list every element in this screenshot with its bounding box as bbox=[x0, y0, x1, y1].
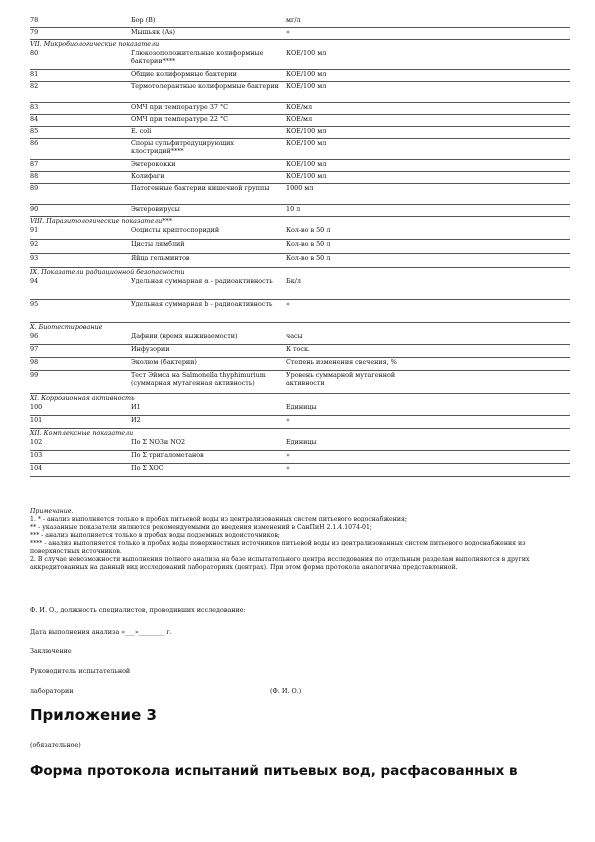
row-number: 95 bbox=[30, 300, 39, 308]
table-row bbox=[30, 160, 570, 172]
indicator-unit: КОЕ/100 мл bbox=[286, 127, 327, 135]
indicator-name: Эколюм (бактерии) bbox=[131, 358, 197, 366]
row-number: 87 bbox=[30, 160, 39, 168]
indicator-unit: К тоск. bbox=[286, 345, 310, 353]
section-heading: VIII. Паразитологические показатели*** bbox=[30, 217, 172, 225]
table-row bbox=[30, 28, 570, 40]
indicator-unit: КОЕ/мл bbox=[286, 103, 313, 111]
appendix-obligatory: (обязательное) bbox=[30, 741, 81, 749]
row-number: 86 bbox=[30, 139, 39, 147]
row-number: 81 bbox=[30, 70, 39, 78]
table-row bbox=[30, 300, 570, 323]
note-line: *** - анализ выполняется только в пробах воды подземных водоисточников; bbox=[30, 532, 280, 539]
specialists-line: Ф. И. О., должность специалистов, проводивших исследование: bbox=[30, 606, 246, 614]
row-number: 91 bbox=[30, 226, 39, 234]
indicator-unit: Уровень суммарной мутагенной активности bbox=[286, 371, 396, 387]
row-number: 85 bbox=[30, 127, 39, 135]
indicator-name: Дафнии (время выживаемости) bbox=[131, 332, 238, 340]
table-row bbox=[30, 103, 570, 115]
indicator-unit: » bbox=[286, 300, 290, 308]
table-row bbox=[30, 358, 570, 371]
table-row bbox=[30, 403, 570, 416]
indicator-name: ОМЧ при температуре 22 °C bbox=[131, 115, 229, 123]
indicator-unit: 10 л bbox=[286, 205, 301, 213]
indicator-name: Удельная суммарная α - радиоактивность bbox=[131, 277, 273, 285]
notes-title: Примечание. bbox=[30, 508, 74, 515]
indicator-name: Цисты лямблий bbox=[131, 240, 185, 248]
table-row bbox=[30, 115, 570, 127]
table-row bbox=[30, 205, 570, 217]
row-number: 92 bbox=[30, 240, 39, 248]
indicator-unit: КОЕ/100 мл bbox=[286, 82, 327, 90]
indicator-unit: КОЕ/100 мл bbox=[286, 139, 327, 147]
row-number: 98 bbox=[30, 358, 39, 366]
section-heading: X. Биотестирование bbox=[30, 323, 103, 331]
indicator-unit: Кол-во в 50 л bbox=[286, 254, 331, 262]
indicator-name: Патогенные бактерии кишечной группы bbox=[131, 184, 270, 192]
section-heading: IX. Показатели радиационной безопасности bbox=[30, 268, 185, 276]
table-row bbox=[30, 464, 570, 477]
table-row bbox=[30, 70, 570, 82]
table-row bbox=[30, 254, 570, 268]
indicator-unit: Единицы bbox=[286, 403, 317, 411]
table-row bbox=[30, 184, 570, 205]
section-heading: VII. Микробиологические показатели bbox=[30, 40, 160, 48]
indicator-unit: КОЕ/100 мл bbox=[286, 160, 327, 168]
row-number: 83 bbox=[30, 103, 39, 111]
table-row bbox=[30, 172, 570, 184]
indicator-name: Энтеровирусы bbox=[131, 205, 180, 213]
row-number: 103 bbox=[30, 451, 43, 459]
indicator-unit: КОЕ/мл bbox=[286, 115, 313, 123]
row-number: 96 bbox=[30, 332, 39, 340]
row-number: 94 bbox=[30, 277, 39, 285]
row-number: 101 bbox=[30, 416, 43, 424]
indicator-unit: 1000 мл bbox=[286, 184, 314, 192]
indicator-name: Яйца гельминтов bbox=[131, 254, 190, 262]
indicator-name: ОМЧ при температуре 37 °C bbox=[131, 103, 229, 111]
signature-name-placeholder: (Ф. И. О.) bbox=[270, 687, 302, 695]
table-row bbox=[30, 277, 570, 300]
lab-head-label: Руководитель испытательной bbox=[30, 667, 131, 675]
table-row bbox=[30, 82, 570, 103]
indicator-name: По Σ NO3и NO2 bbox=[131, 438, 186, 446]
indicator-name: По Σ ХОС bbox=[131, 464, 164, 472]
analysis-date-line: Дата выполнения анализа «___»________ г. bbox=[30, 628, 172, 636]
indicator-unit: Степень изменения свечения, % bbox=[286, 358, 397, 366]
indicators-table bbox=[30, 16, 570, 477]
indicator-name: Споры сульфитредуцирующих клостридий**** bbox=[131, 139, 235, 155]
row-number: 79 bbox=[30, 28, 39, 36]
form-title: Форма протокола испытаний питьевых вод, расфасованных в bbox=[30, 763, 518, 779]
table-row bbox=[30, 226, 570, 240]
row-number: 84 bbox=[30, 115, 39, 123]
table-row bbox=[30, 139, 570, 160]
indicator-name: Колифаги bbox=[131, 172, 165, 180]
row-number: 80 bbox=[30, 49, 39, 57]
indicator-name: E. coli bbox=[131, 127, 152, 135]
indicator-unit: » bbox=[286, 416, 290, 424]
indicator-name: И1 bbox=[131, 403, 141, 411]
indicator-name: И2 bbox=[131, 416, 141, 424]
table-row bbox=[30, 345, 570, 358]
indicator-name: Тест Эймса на Salmonella thyphimurium (суммарная мутагенная активность) bbox=[131, 371, 266, 387]
indicator-name: Энтерококки bbox=[131, 160, 176, 168]
row-number: 89 bbox=[30, 184, 39, 192]
row-number: 82 bbox=[30, 82, 39, 90]
section-heading: XII. Комплексные показатели bbox=[30, 429, 134, 437]
indicator-name: Удельная суммарная b - радиоактивность bbox=[131, 300, 273, 308]
indicator-unit: Кол-во в 50 л bbox=[286, 240, 331, 248]
indicator-unit: Кол-во в 50 л bbox=[286, 226, 331, 234]
row-number: 102 bbox=[30, 438, 43, 446]
indicator-unit: » bbox=[286, 464, 290, 472]
note-line: **** - анализ выполняется только в пробах воды поверхностных источников питьевой воды из централизованных систем питьевого водоснабжения из поверхностных источников. bbox=[30, 540, 526, 555]
conclusion-label: Заключение bbox=[30, 647, 72, 655]
table-row bbox=[30, 127, 570, 139]
indicator-unit: Единицы bbox=[286, 438, 317, 446]
lab-label: лаборатории bbox=[30, 687, 74, 695]
row-number: 90 bbox=[30, 205, 39, 213]
indicator-name: Бор (В) bbox=[131, 16, 156, 24]
table-row bbox=[30, 332, 570, 345]
row-number: 104 bbox=[30, 464, 43, 472]
indicator-name: Глюкозоположительные колиформные бактерии**** bbox=[131, 49, 264, 65]
row-number: 93 bbox=[30, 254, 39, 262]
indicator-name: Общие колиформные бактерии bbox=[131, 70, 237, 78]
section-heading: XI. Коррозионная активность bbox=[30, 394, 135, 402]
row-number: 97 bbox=[30, 345, 39, 353]
appendix-title: Приложение 3 bbox=[30, 706, 157, 724]
note-line: ** - указанные показатели являются рекомендуемыми до введения изменений в СанПиН 2.1.4.1074-01; bbox=[30, 524, 372, 531]
table-row bbox=[30, 371, 570, 394]
note-line: 1. * - анализ выполняется только в пробах питьевой воды из централизованных систем питьевого водоснабжения; bbox=[30, 516, 407, 523]
indicator-name: Термотолерантные колиформные бактерии bbox=[131, 82, 279, 90]
indicator-name: Инфузории bbox=[131, 345, 170, 353]
indicator-unit: мг/л bbox=[286, 16, 301, 24]
indicator-name: Мышьяк (As) bbox=[131, 28, 175, 36]
indicator-unit: Бк/л bbox=[286, 277, 301, 285]
indicator-unit: » bbox=[286, 28, 290, 36]
table-row bbox=[30, 49, 570, 70]
row-number: 100 bbox=[30, 403, 43, 411]
row-number: 99 bbox=[30, 371, 39, 379]
row-number: 78 bbox=[30, 16, 39, 24]
table-row bbox=[30, 416, 570, 429]
notes-block bbox=[30, 508, 570, 572]
indicator-unit: » bbox=[286, 451, 290, 459]
indicator-unit: КОЕ/100 мл bbox=[286, 70, 327, 78]
table-row bbox=[30, 240, 570, 254]
indicator-unit: КОЕ/100 мл bbox=[286, 172, 327, 180]
lab-head-label-2 bbox=[30, 687, 570, 695]
indicator-unit: КОЕ/100 мл bbox=[286, 49, 327, 57]
indicator-name: По Σ тригалометанов bbox=[131, 451, 204, 459]
table-row bbox=[30, 16, 570, 28]
row-number: 88 bbox=[30, 172, 39, 180]
table-row bbox=[30, 451, 570, 464]
table-row bbox=[30, 438, 570, 451]
indicator-name: Ооцисты криптоспоридий bbox=[131, 226, 220, 234]
note-line: 2. В случае невозможности выполнения полного анализа на базе испытательного центра исследования по отдельным разделам выполняются в других аккредитованных на данный вид исследований лабораториях (центрах). При этом форма протокола аналогична представленной. bbox=[30, 556, 530, 571]
indicator-unit: часы bbox=[286, 332, 303, 340]
